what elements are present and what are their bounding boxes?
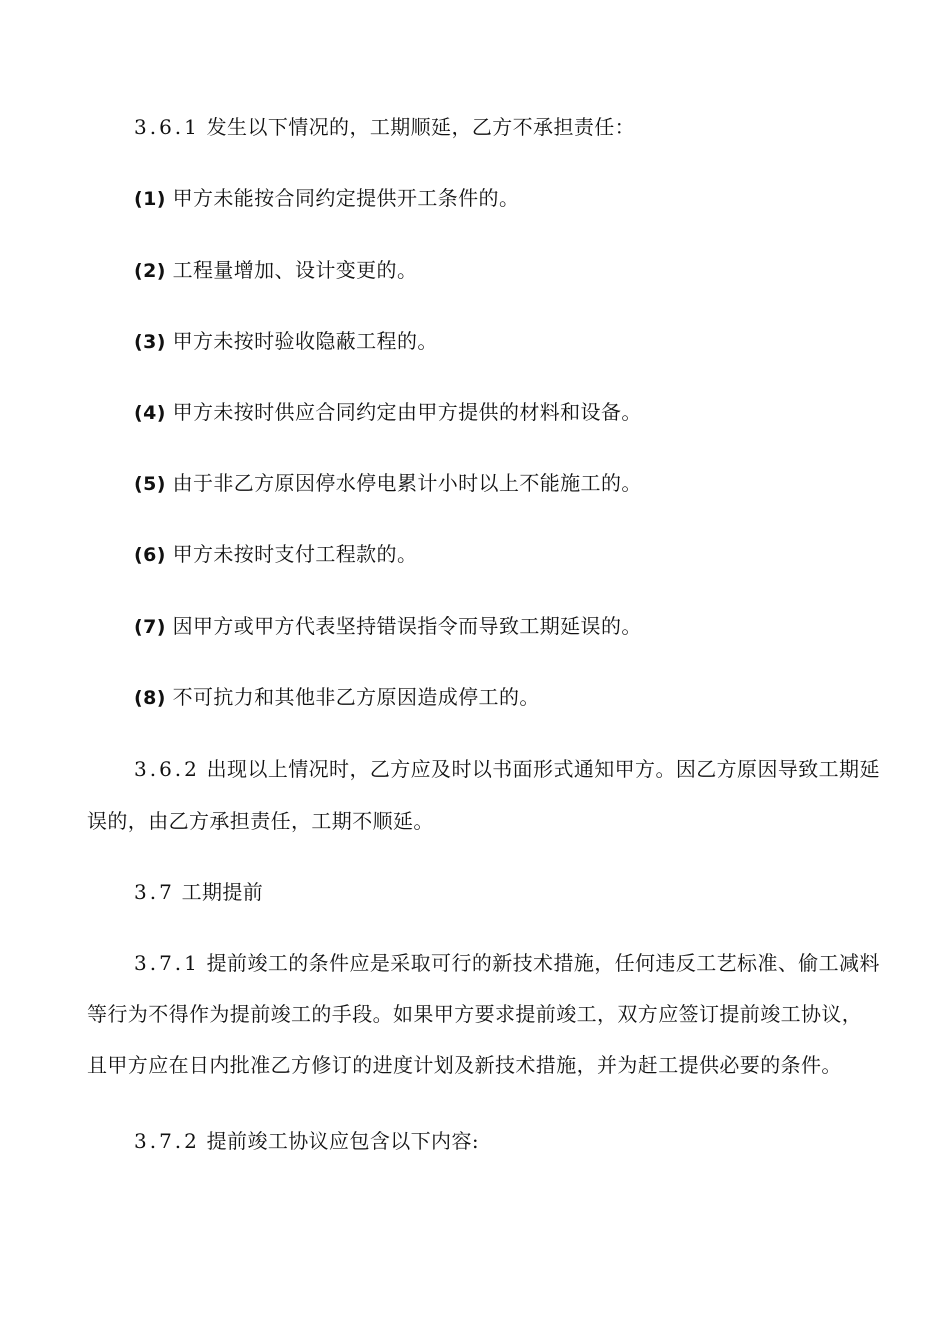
list-item-number: (2) (134, 260, 166, 282)
clause-text: 提前竣工的条件应是采取可行的新技术措施，任何违反工艺标准、偷工减料 (206, 951, 880, 975)
clause-3-7-1-line-3 (87, 1051, 842, 1079)
clause-text: 且甲方应在日内批准乙方修订的进度计划及新技术措施，并为赶工提供必要的条件。 (87, 1053, 842, 1077)
clause-3-6-1 (134, 113, 635, 141)
clause-number: 3.7.1 (134, 951, 200, 975)
clause-3-6-2-line-2 (87, 807, 434, 835)
section-number: 3.7 (134, 880, 175, 904)
clause-number: 3.7.2 (134, 1129, 200, 1153)
clause-3-6-2-line-1 (134, 755, 880, 783)
list-item-number: (5) (134, 473, 166, 495)
list-item (134, 469, 642, 498)
list-item-text: 不可抗力和其他非乙方原因造成停工的。 (172, 685, 540, 709)
clause-text: 等行为不得作为提前竣工的手段。如果甲方要求提前竣工，双方应签订提前竣工协议， (87, 1002, 863, 1026)
clause-text: 出现以上情况时，乙方应及时以书面形式通知甲方。因乙方原因导致工期延 (206, 757, 880, 781)
list-item (134, 540, 417, 569)
list-item-text: 由于非乙方原因停水停电累计小时以上不能施工的。 (172, 471, 642, 495)
section-title: 工期提前 (181, 880, 264, 904)
list-item-number: (1) (134, 188, 166, 210)
clause-text: 提前竣工协议应包含以下内容: (206, 1129, 479, 1153)
list-item-text: 甲方未能按合同约定提供开工条件的。 (172, 186, 520, 210)
list-item (134, 683, 540, 712)
list-item-text: 因甲方或甲方代表坚持错误指令而导致工期延误的。 (172, 614, 642, 638)
list-item-text: 工程量增加、设计变更的。 (172, 258, 418, 282)
list-item-number: (6) (134, 544, 166, 566)
list-item-number: (3) (134, 331, 166, 353)
list-item-text: 甲方未按时支付工程款的。 (172, 542, 418, 566)
list-item-number: (8) (134, 687, 166, 709)
list-item-number: (7) (134, 616, 166, 638)
clause-3-7-1-line-2 (87, 1000, 862, 1028)
clause-text: 误的，由乙方承担责任，工期不顺延。 (87, 809, 434, 833)
list-item (134, 327, 438, 356)
list-item (134, 184, 519, 213)
clause-text: 发生以下情况的，工期顺延，乙方不承担责任： (206, 115, 636, 139)
list-item (134, 256, 417, 285)
list-item-text: 甲方未按时验收隐蔽工程的。 (172, 329, 438, 353)
list-item (134, 398, 642, 427)
list-item (134, 612, 642, 641)
clause-number: 3.6.2 (134, 757, 200, 781)
list-item-number: (4) (134, 402, 166, 424)
clause-3-7-1-line-1 (134, 949, 880, 977)
clause-3-7-2 (134, 1127, 479, 1155)
list-item-text: 甲方未按时供应合同约定由甲方提供的材料和设备。 (172, 400, 642, 424)
section-heading-3-7 (134, 878, 263, 906)
clause-number: 3.6.1 (134, 115, 200, 139)
